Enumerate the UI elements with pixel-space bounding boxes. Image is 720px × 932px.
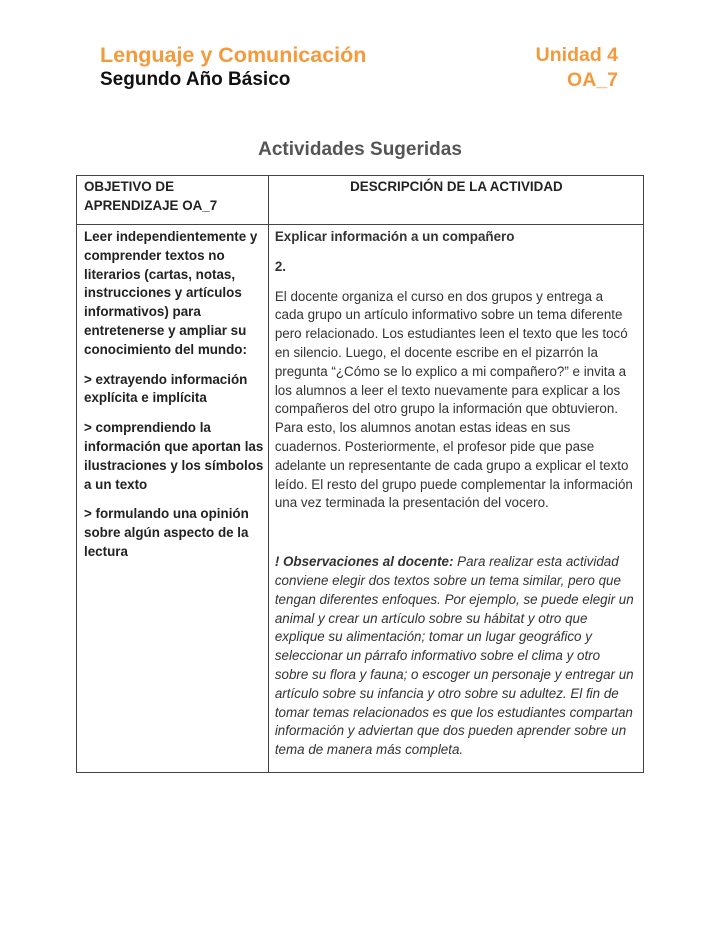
description-column-header: DESCRIPCIÓN DE LA ACTIVIDAD [268, 176, 643, 225]
objective-column-header: OBJETIVO DE APRENDIZAJE OA_7 [77, 176, 269, 225]
objective-cell [77, 225, 269, 773]
objective-point: > comprendiendo la información que aportan las ilustraciones y los símbolos a un texto [84, 420, 264, 492]
objective-code: OA_7 [567, 69, 618, 91]
activity-description-cell [268, 225, 643, 773]
table-row [77, 225, 644, 773]
activities-table [76, 175, 644, 773]
observations-text: Para realizar esta actividad conviene elegir dos textos sobre un tema similar, pero que tengan diferentes enfoques. Por ejemplo, se puede elegir un animal y crear un artículo sobre su hábitat y otro que explique su alimentación; tomar un lugar geográfico y seleccionar un párrafo informativo sobre el clima y otro sobre su flora y fauna; o escoger un personaje y entregar un artículo sobre su infancia y otro sobre su adultez. El fin de tomar temas relacionados es que los estudiantes compartan información y adviertan que dos pueden aprender sobre un tema de manera más completa. [274, 554, 634, 758]
unit-label: Unidad 4 [535, 44, 618, 66]
objective-point: > formulando una opinión sobre algún aspecto de la lectura [84, 506, 249, 559]
teacher-observations [275, 553, 635, 760]
subject-title: Lenguaje y Comunicación [100, 43, 367, 67]
activity-number: 2. [274, 258, 286, 274]
objective-intro: Leer independientemente y comprender textos no literarios (cartas, notas, instrucciones y artículos informativos) para entretenerse y ampliar su conocimiento del mundo: [84, 229, 258, 357]
grade-level: Segundo Año Básico [100, 69, 291, 90]
document-header-left [100, 42, 366, 92]
observations-label: ! Observaciones al docente: [274, 554, 454, 570]
document-header-right [536, 42, 618, 92]
objective-point: > extrayendo información explícita e implícita [84, 371, 248, 406]
section-title: Actividades Sugeridas [258, 139, 462, 160]
activity-body: El docente organiza el curso en dos grupos y entrega a cada grupo un artículo informativo sobre un tema diferente pero relacionado. Los estudiantes leen el texto que les tocó en silencio. Luego, el docente escribe en el pizarrón la pregunta “¿Cómo se lo explico a mi compañero?” e invita a los alumnos a leer el texto nuevamente para explicar a los compañeros del otro grupo la información que obtuvieron. Para esto, los alumnos anotan estas ideas en sus cuadernos. Posteriormente, el profesor pide que pase adelante un representante de cada grupo a explicar el texto leído. El resto del grupo puede complementar la información una vez terminada la presentación del vocero. [274, 288, 633, 511]
table-header-row [77, 176, 644, 225]
activity-title: Explicar información a un compañero [274, 229, 515, 244]
